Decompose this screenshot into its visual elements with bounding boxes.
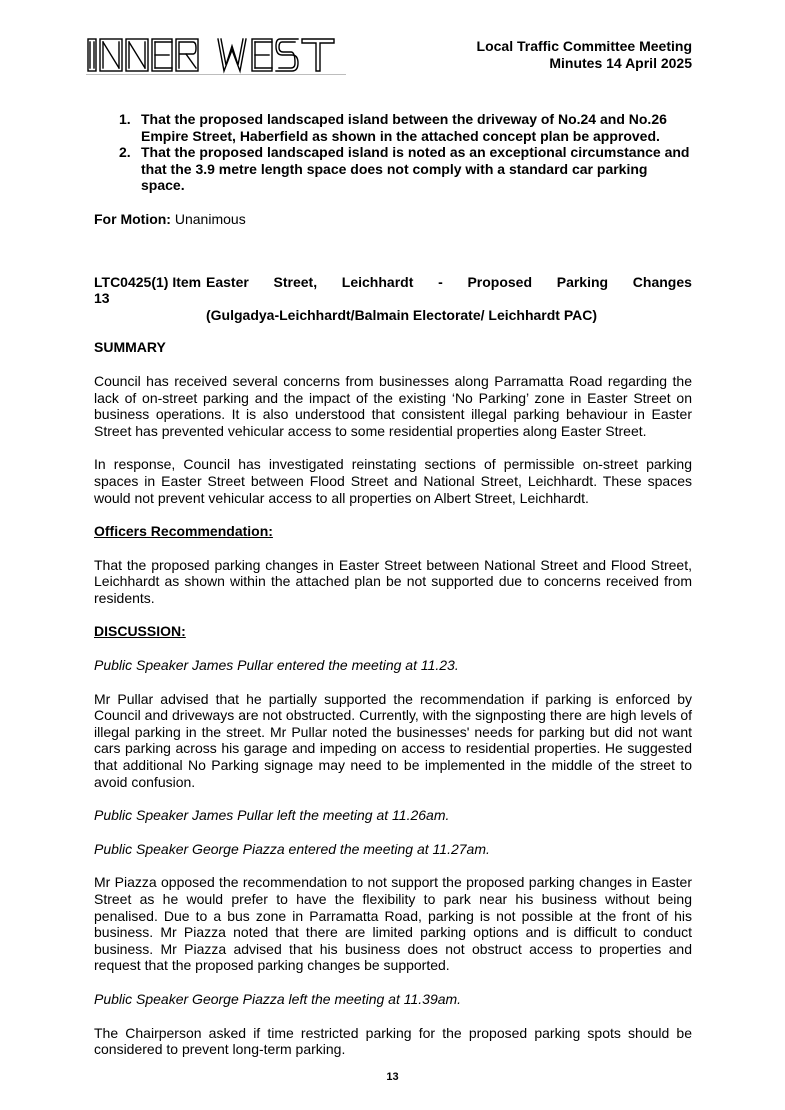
speaker-note: Public Speaker George Piazza entered the meeting at 11.27am. [94, 840, 490, 857]
officers-heading: Officers Recommendation: [94, 523, 273, 540]
discussion-paragraph: Mr Pullar advised that he partially supported the recommendation if parking is enforced by Council and driveways are not obstructed. Currently, with the signposting there are high levels of illegal parking in the street. Mr Pullar noted the businesses' needs for parking but did not want cars parking across his garage and impeding on access to residential properties. He suggested that additional No Parking signage may need to be implemented in the middle of the street to avoid confusion. [94, 690, 692, 790]
inner-west-logo [86, 36, 336, 74]
header-rule [86, 74, 346, 75]
discussion-heading: DISCUSSION: [94, 623, 186, 640]
motion-label: For Motion: [94, 210, 171, 227]
discussion-paragraph: The Chairperson asked if time restricted parking for the proposed parking spots should be considered to prevent long-term parking. [94, 1024, 692, 1058]
item-title: Easter Street, Leichhardt - Proposed Parking Changes [206, 273, 692, 290]
recommendation-list [94, 111, 692, 194]
speaker-note: Public Speaker James Pullar left the meeting at 11.26am. [94, 807, 450, 824]
header-date: Minutes 14 April 2025 [549, 55, 692, 71]
recommendation-text: That the proposed landscaped island is noted as an exceptional circumstance and that the 3.9 metre length space does not comply with a standard car parking space. [141, 144, 690, 194]
header-title: Local Traffic Committee Meeting [476, 38, 692, 54]
summary-paragraph: In response, Council has investigated reinstating sections of permissible on-street parking spaces in Easter Street between Flood Street and National Street, Leichhardt. These spaces would not prevent vehicular access to all properties on Albert Street, Leichhardt. [94, 456, 692, 506]
list-item: 2. That the proposed landscaped island is noted as an exceptional circumstance and that the 3.9 metre length space does not comply with a standard car parking space. [119, 144, 690, 194]
officers-text: That the proposed parking changes in Easter Street between National Street and Flood Street, Leichhardt as shown within the attached plan be not supported due to concerns received from residents. [94, 556, 692, 606]
item-heading [94, 274, 692, 324]
item-code: LTC0425(1) Item 13 [94, 273, 202, 307]
speaker-note: Public Speaker George Piazza left the meeting at 11.39am. [94, 990, 462, 1007]
motion-value: Unanimous [174, 210, 246, 227]
speaker-note: Public Speaker James Pullar entered the meeting at 11.23. [94, 657, 459, 674]
summary-paragraph: Council has received several concerns from businesses along Parramatta Road regarding the lack of on-street parking and the impact of the existing ‘No Parking’ zone in Easter Street on business operations. It is also understood that consistent illegal parking behaviour in Easter Street has prevented vehicular access to some residential properties along Easter Street. [94, 372, 692, 439]
motion-line [94, 211, 692, 228]
item-subtitle: (Gulgadya-Leichhardt/Balmain Electorate/ Leichhardt PAC) [206, 306, 598, 323]
summary-heading: SUMMARY [94, 339, 166, 356]
list-item: 1. That the proposed landscaped island between the driveway of No.24 and No.26 Empire Street, Haberfield as shown in the attached concept plan be approved. [119, 111, 667, 144]
discussion-paragraph: Mr Piazza opposed the recommendation to not support the proposed parking changes in Easter Street as he would prefer to have the flexibility to park near his business without being penalised. Due to a bus zone in Parramatta Road, parking is not possible at the front of his business. Mr Piazza noted that there are limited parking options and is difficult to conduct business. Mr Piazza advised that his business does not obstruct access to properties and request that the proposed parking changes be supported. [94, 874, 692, 974]
recommendation-text: That the proposed landscaped island between the driveway of No.24 and No.26 Empire Street, Haberfield as shown in the attached concept plan be approved. [141, 111, 667, 144]
main-content [94, 111, 692, 1058]
page-number: 13 [386, 1071, 399, 1083]
header-meeting-info [477, 38, 692, 72]
